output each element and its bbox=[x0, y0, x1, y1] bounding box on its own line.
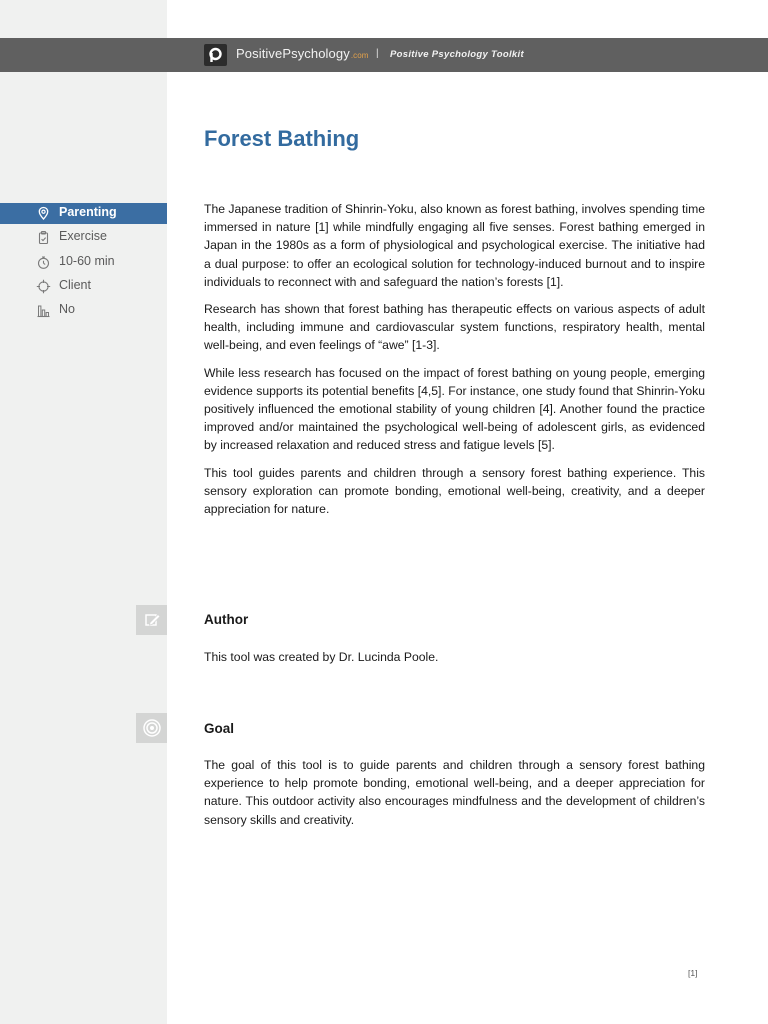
meta-label-type: Exercise bbox=[59, 229, 107, 244]
brand-logo-icon[interactable] bbox=[204, 44, 227, 66]
header-bar bbox=[0, 38, 768, 72]
author-heading: Author bbox=[204, 612, 249, 627]
meta-item-category bbox=[0, 203, 167, 224]
footnote-marker: [1] bbox=[688, 968, 698, 978]
brand-name-text: PositivePsychology bbox=[236, 46, 350, 61]
page-title: Forest Bathing bbox=[204, 126, 360, 151]
intro-text bbox=[204, 200, 705, 518]
meta-item-duration bbox=[0, 252, 167, 273]
author-text: This tool was created by Dr. Lucinda Poole. bbox=[204, 650, 439, 664]
meta-list bbox=[0, 203, 167, 324]
left-sidebar bbox=[0, 0, 167, 1024]
intro-paragraph-1: The Japanese tradition of Shinrin-Yoku, also known as forest bathing, involves spending time immersed in nature [1] while mindfully engaging all five senses. Forest bathing emerged in Japan in the 1980s as a form of physiological and psychological exercise. The initiative had a dual purpose: to offer an ecological solution for technology-induced burnout and to inspire individuals to reconnect with and safeguard the nation’s forests [1]. bbox=[204, 202, 705, 289]
stopwatch-icon bbox=[36, 255, 51, 270]
target-icon bbox=[136, 713, 167, 743]
intro-paragraph-2: Research has shown that forest bathing has therapeutic effects on various aspects of adult health, including immune and cardiovascular system functions, respiratory health, mental well-being, and even feelings of “awe” [1-3]. bbox=[204, 302, 705, 353]
brand-name[interactable] bbox=[236, 46, 369, 61]
toolkit-label: Positive Psychology Toolkit bbox=[390, 49, 524, 60]
meta-item-type bbox=[0, 227, 167, 248]
header-separator: | bbox=[376, 48, 379, 59]
meta-label-audience: Client bbox=[59, 277, 91, 292]
clipboard-icon bbox=[36, 230, 51, 245]
meta-item-audience bbox=[0, 276, 167, 297]
meta-item-scale bbox=[0, 300, 167, 321]
edit-icon bbox=[136, 605, 167, 635]
location-pin-icon bbox=[36, 206, 51, 221]
meta-label-category: Parenting bbox=[59, 205, 117, 219]
goal-heading: Goal bbox=[204, 721, 235, 736]
goal-text: The goal of this tool is to guide parents and children through a sensory forest bathing experience to help promote bonding, emotional well-being, and a deeper appreciation for nature. This outdoor activity also encourages mindfulness and the development of children’s sensory skills and creativity. bbox=[204, 758, 705, 827]
meta-label-scale: No bbox=[59, 302, 75, 317]
meta-label-duration: 10-60 min bbox=[59, 253, 115, 268]
crosshair-icon bbox=[36, 279, 51, 294]
brand-domain: .com bbox=[350, 51, 369, 60]
intro-paragraph-3: While less research has focused on the impact of forest bathing on young people, emerging evidence supports its potential benefits [4,5]. For instance, one study found that Shinrin-Yoku positively influenced the emotional stability of young children [4]. Another found the practice improved and/or maintained the psychological well-being of adolescent girls, as evidenced by increased relaxation and reduced stress and fatigue levels [5]. bbox=[204, 365, 705, 453]
bar-chart-icon bbox=[36, 303, 51, 318]
intro-paragraph-4: This tool guides parents and children through a sensory forest bathing experience. This sensory exploration can promote bonding, emotional well-being, creativity, and a deeper appreciation for nature. bbox=[204, 465, 705, 517]
